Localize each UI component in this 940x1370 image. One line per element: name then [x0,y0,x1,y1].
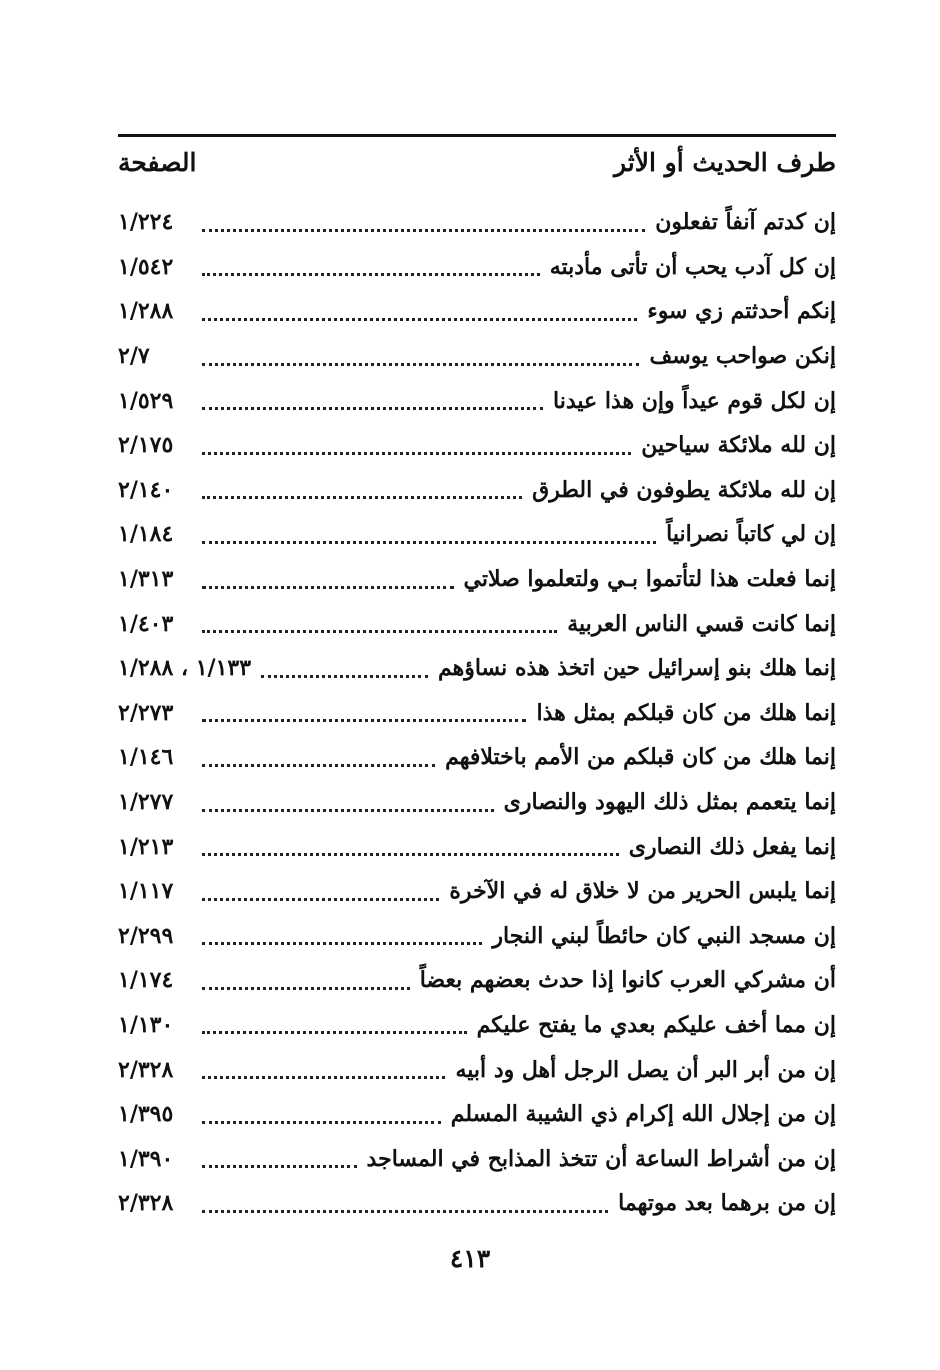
page-reference: ١/١٧٤ [118,967,174,994]
hadith-text: إنما يفعل ذلك النصارى [628,833,836,860]
page-reference: ٢/٢٧٣ [118,699,174,726]
page-reference: ٢/٣٢٨ [118,1056,174,1083]
hadith-text: إن لي كاتباً نصرانياً [666,521,836,548]
dot-leader [202,630,557,633]
page-reference: ٢/١٧٥ [118,432,174,459]
hadith-text: إن لله ملائكة سياحين [641,432,836,459]
dot-leader [202,942,482,945]
header-rule [118,134,836,137]
hadith-text: إن من أبر البر أن يصل الرجل أهل ود أبيه [455,1056,836,1083]
dot-leader [202,363,639,366]
index-row [118,468,836,513]
index-row [118,1136,836,1181]
page-reference: ١/٥٢٩ [118,387,174,414]
page-reference: ١/١٣٣ ، ١/٢٨٨ [118,655,252,682]
index-row [118,1047,836,1092]
dot-leader [261,675,428,678]
page-reference: ٢/٣٢٨ [118,1190,174,1217]
dot-leader [202,719,526,722]
index-row [118,646,836,691]
page-reference: ١/٢٢٤ [118,209,174,236]
index-row [118,245,836,290]
table-header [118,144,836,184]
index-row [118,1181,836,1226]
index-row [118,334,836,379]
hadith-text: إن من إجلال الله إكرام ذي الشيبة المسلم [450,1101,836,1128]
dot-leader [202,586,454,589]
page-reference: ٢/١٤٠ [118,476,174,503]
hadith-text: إنما هلك من كان قبلكم من الأمم باختلافهم [445,744,836,771]
dot-leader [202,898,439,901]
index-row [118,914,836,959]
index-row [118,200,836,245]
dot-leader [202,496,522,499]
index-row [118,1092,836,1137]
page-reference: ٢/٧ [118,343,150,370]
page-reference: ١/١٨٤ [118,521,174,548]
index-row [118,824,836,869]
hadith-text: إن مما أخف عليكم بعدي ما يفتح عليكم [476,1011,836,1038]
column-title-page: الصفحة [118,148,197,177]
column-title-hadith: طرف الحديث أو الأثر [613,148,836,177]
page-reference: ١/٤٠٣ [118,610,174,637]
dot-leader [202,764,435,767]
page-reference: ١/٢١٣ [118,833,174,860]
hadith-text: إنما كانت قسي الناس العربية [567,610,836,637]
index-row [118,512,836,557]
page-reference: ١/١١٧ [118,878,174,905]
page-reference: ١/٢٨٨ [118,298,174,325]
hadith-text: إنكن صواحب يوسف [649,343,836,370]
dot-leader [202,452,631,455]
index-row [118,289,836,334]
dot-leader [202,853,619,856]
hadith-text: إن كدتم آنفاً تفعلون [655,209,836,236]
dot-leader [202,1076,445,1079]
index-row [118,691,836,736]
hadith-text: أن مشركي العرب كانوا إذا حدث بعضهم بعضاً [419,967,836,994]
page-number: ٤١٣ [449,1244,491,1273]
dot-leader [202,1121,441,1124]
dot-leader [202,318,637,321]
dot-leader [202,809,494,812]
hadith-text: إن مسجد النبي كان حائطاً لبني النجار [492,922,836,949]
page-reference: ١/٣٩٥ [118,1101,174,1128]
hadith-text: إنما هلك بنو إسرائيل حين اتخذ هذه نساؤهم [437,655,836,682]
dot-leader [202,987,410,990]
index-row [118,423,836,468]
hadith-text: إنما يتعمم بمثل ذلك اليهود والنصارى [503,789,836,816]
dot-leader [202,1165,357,1168]
index-row [118,557,836,602]
index-row [118,378,836,423]
hadith-text: إن كل آدب يحب أن تأتى مأدبته [549,253,836,280]
hadith-text: إن لله ملائكة يطوفون في الطرق [532,476,836,503]
page-reference: ١/١٤٦ [118,744,174,771]
hadith-text: إن لكل قوم عيداً وإن هذا عيدنا [553,387,836,414]
hadith-index-list [118,200,836,1226]
dot-leader [202,273,540,276]
hadith-text: إن من برهما بعد موتهما [618,1190,836,1217]
dot-leader [202,1210,608,1213]
dot-leader [202,541,656,544]
hadith-text: إنما يلبس الحرير من لا خلاق له في الآخرة [449,878,836,905]
index-row [118,735,836,780]
dot-leader [202,407,543,410]
page-reference: ١/٣٩٠ [118,1145,174,1172]
page-reference: ١/١٣٠ [118,1011,174,1038]
page-reference: ١/٢٧٧ [118,789,174,816]
hadith-text: إنما هلك من كان قبلكم بمثل هذا [536,699,836,726]
dot-leader [202,1031,467,1034]
index-row [118,869,836,914]
hadith-text: إنكم أحدثتم زي سوء [647,298,836,325]
page-reference: ١/٣١٣ [118,566,174,593]
dot-leader [202,229,645,232]
page-reference: ١/٥٤٢ [118,253,174,280]
index-row [118,601,836,646]
page-reference: ٢/٢٩٩ [118,922,174,949]
index-row [118,780,836,825]
hadith-text: إن من أشراط الساعة أن تتخذ المذابح في المساجد [366,1145,836,1172]
index-row [118,1003,836,1048]
index-row [118,958,836,1003]
hadith-text: إنما فعلت هذا لتأتموا بـي ولتعلموا صلاتي [463,566,836,593]
